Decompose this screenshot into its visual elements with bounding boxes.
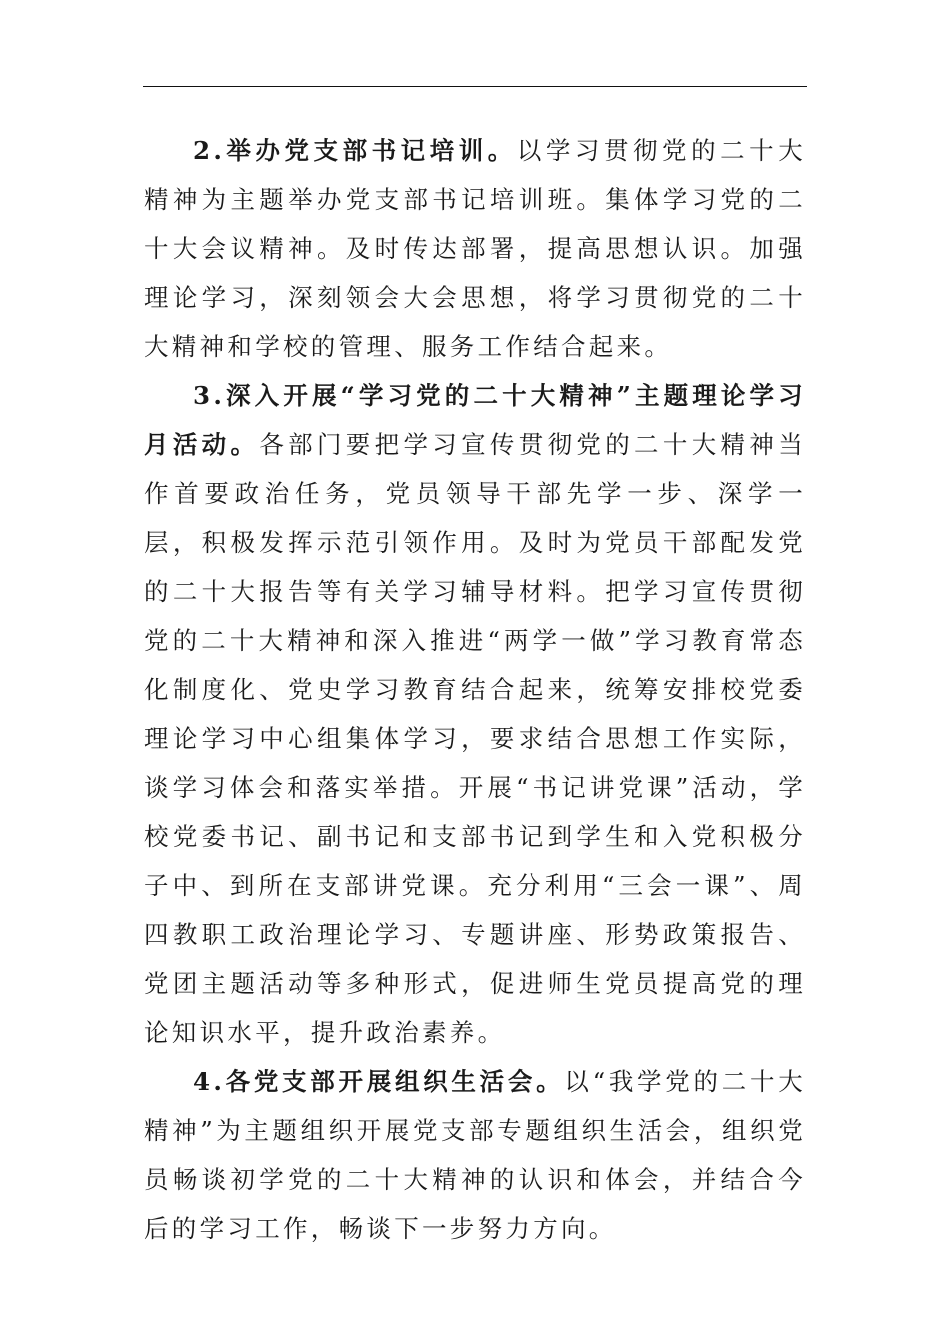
- paragraph-text: 以学习贯彻党的二十大精神为主题举办党支部书记培训班。集体学习党的二十大会议精神。及时传达部署，提高思想认识。加强理论学习，深刻领会大会思想，将学习贯彻党的二十大精神和学校的管理、服务工作结合起来。: [144, 136, 806, 361]
- document-body: [144, 126, 806, 1253]
- paragraph-text: 以“我学党的二十大精神”为主题组织开展党支部专题组织生活会，组织党员畅谈初学党的二十大精神的认识和体会，并结合今后的学习工作，畅谈下一步努力方向。: [144, 1067, 806, 1243]
- paragraph-text: 各部门要把学习宣传贯彻党的二十大精神当作首要政治任务，党员领导干部先学一步、深学一层，积极发挥示范引领作用。及时为党员干部配发党的二十大报告等有关学习辅导材料。把学习宣传贯彻党的二十大精神和深入推进“两学一做”学习教育常态化制度化、党史学习教育结合起来，统筹安排校党委理论学习中心组集体学习，要求结合思想工作实际，谈学习体会和落实举措。开展“书记讲党课”活动，学校党委书记、副书记和支部书记到学生和入党积极分子中、到所在支部讲党课。充分利用“三会一课”、周四教职工政治理论学习、专题讲座、形势政策报告、党团主题活动等多种形式，促进师生党员提高党的理论知识水平，提升政治素养。: [144, 430, 806, 1047]
- paragraph-item-3: [144, 371, 806, 1057]
- paragraph-heading: 2.举办党支部书记培训。: [193, 136, 517, 165]
- header-rule: [143, 86, 807, 87]
- paragraph-heading: 3.深入开展“学习党的二十大精神”主题理论学习月活动。: [144, 381, 806, 459]
- paragraph-heading: 4.各党支部开展组织生活会。: [193, 1067, 565, 1096]
- paragraph-item-4: [144, 1057, 806, 1253]
- paragraph-item-2: [144, 126, 806, 371]
